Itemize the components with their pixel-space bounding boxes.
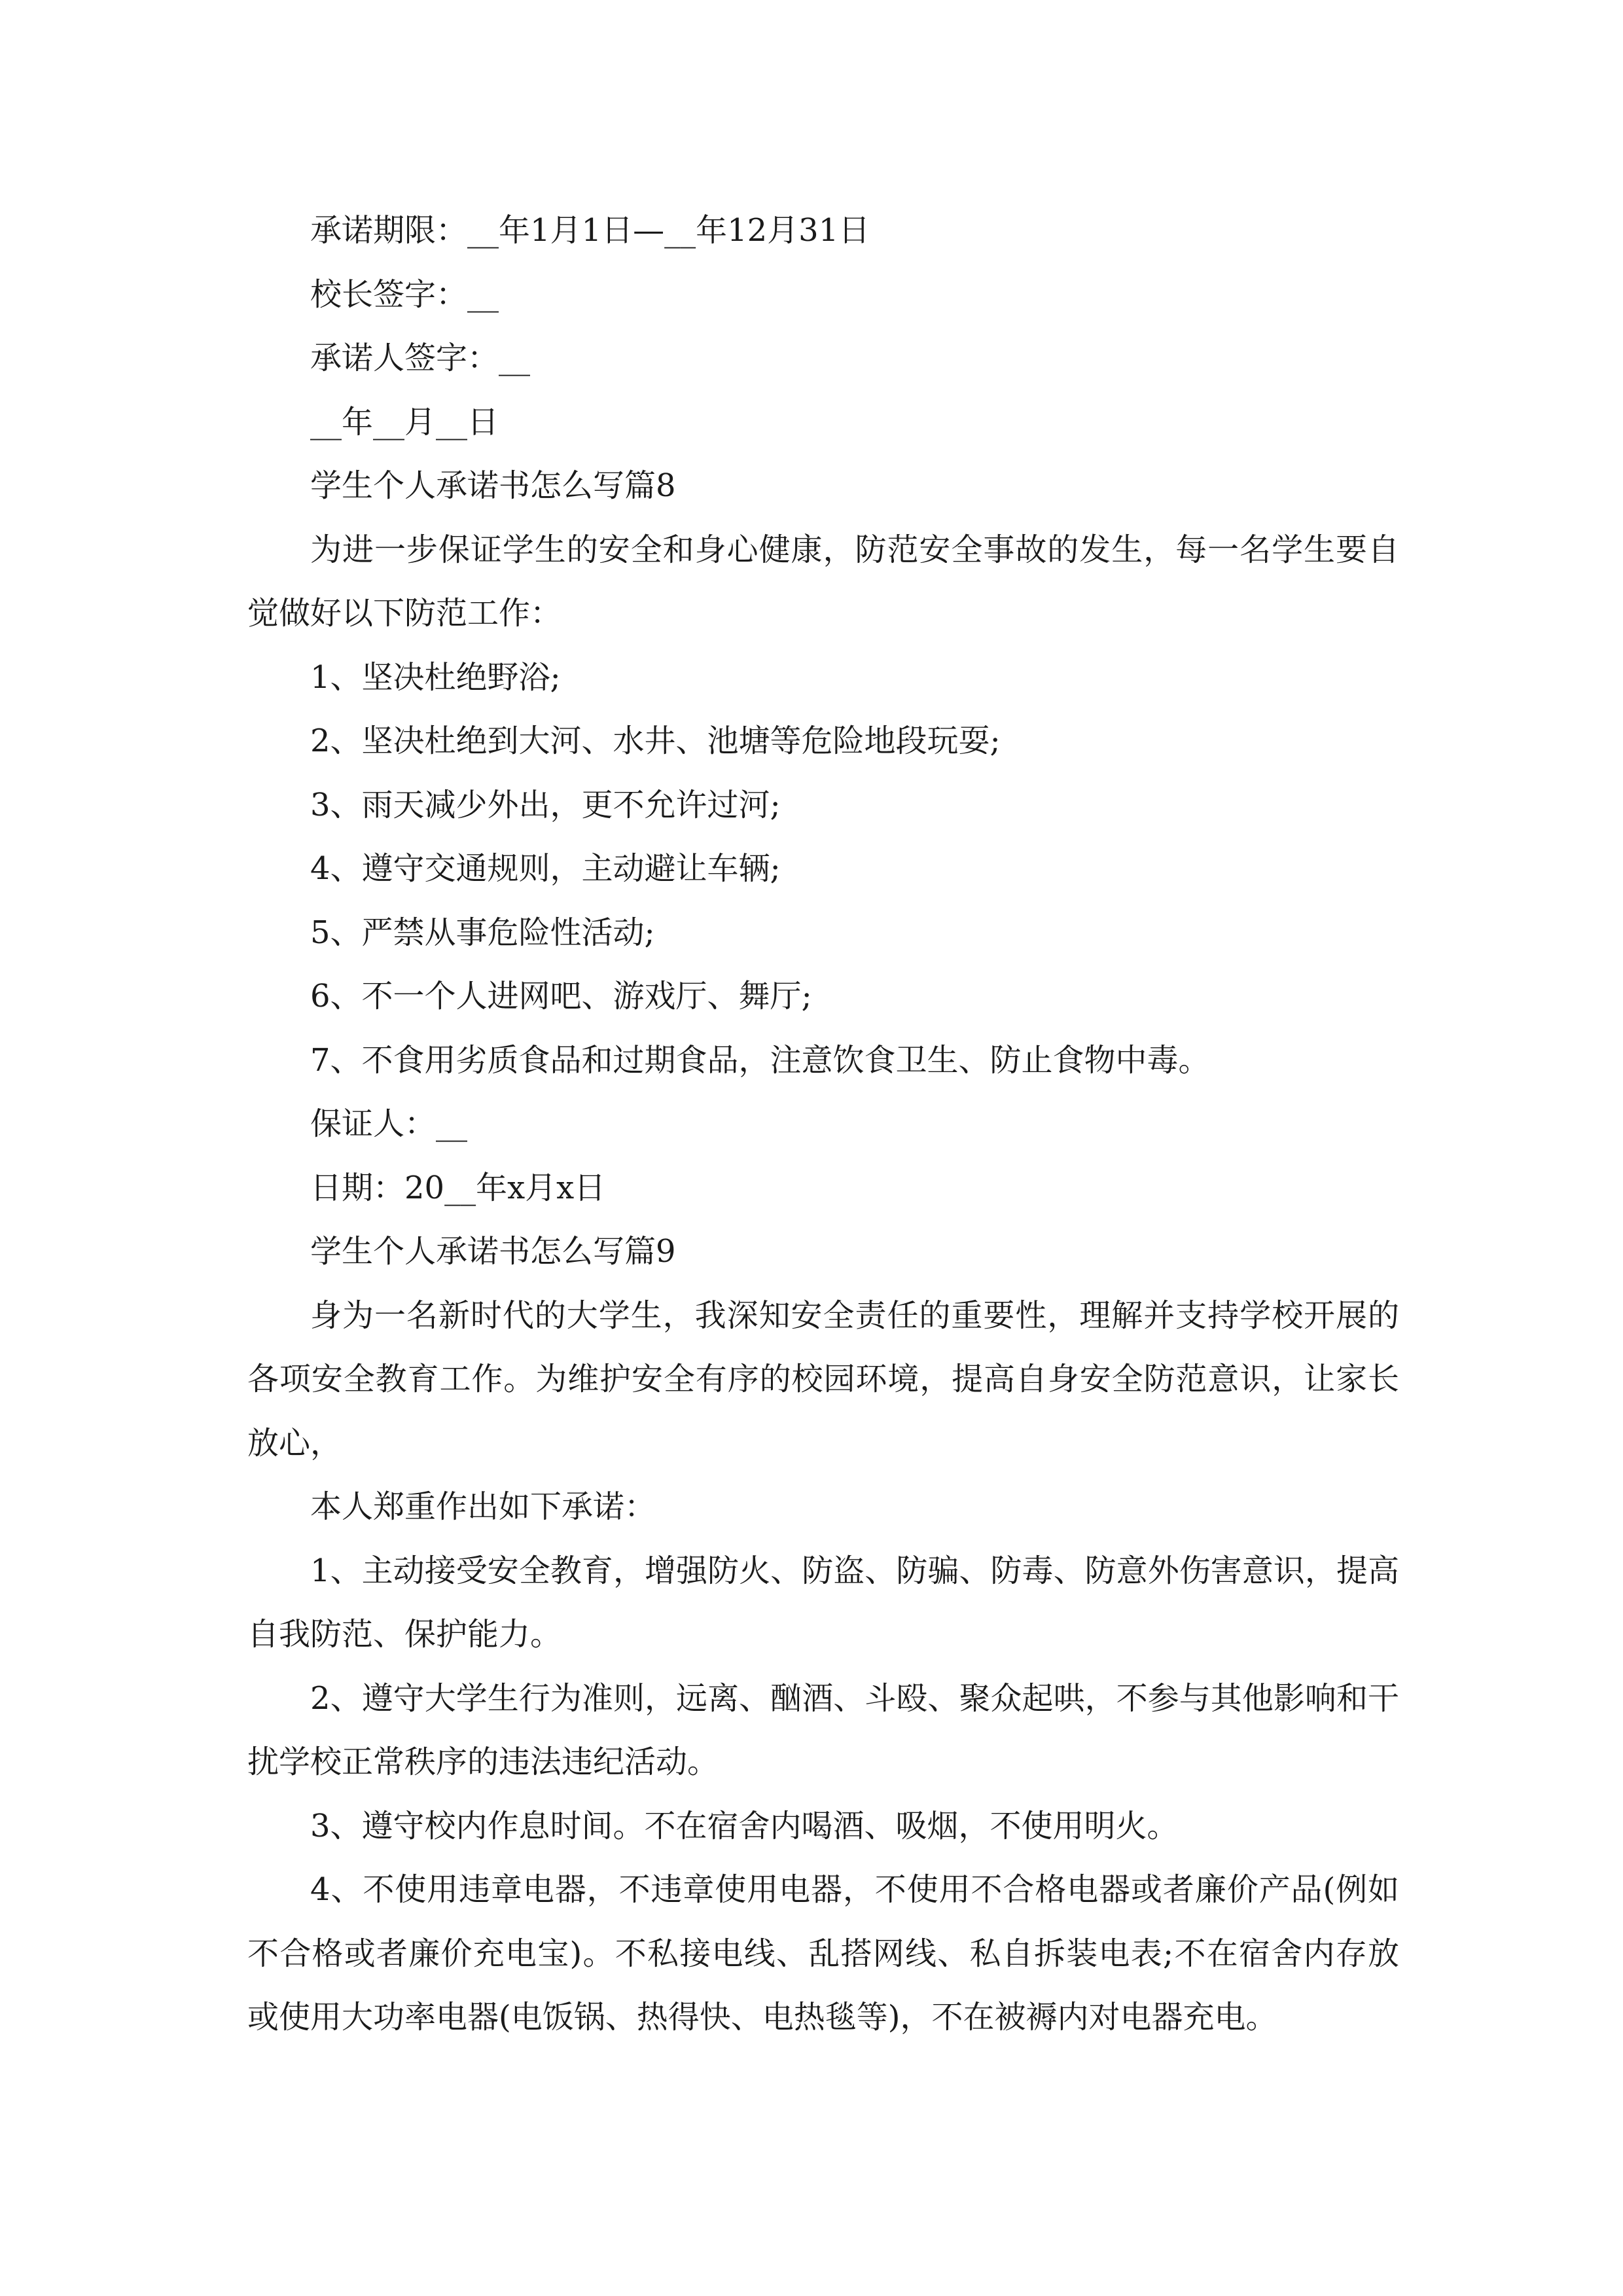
section-heading-8: 学生个人承诺书怎么写篇8 (310, 467, 676, 504)
section-heading-9: 学生个人承诺书怎么写篇9 (310, 1233, 676, 1270)
section-8-item-5: 5、严禁从事危险性活动; (310, 914, 655, 951)
section-8-item-6: 6、不一个人进网吧、游戏厅、舞厅; (310, 978, 812, 1014)
signature-date: __年__月__日 (310, 403, 499, 440)
section-8-item-3: 3、雨天减少外出，更不允许过河; (310, 786, 781, 823)
section-8-item-2: 2、坚决杜绝到大河、水井、池塘等危险地段玩耍; (310, 723, 1001, 759)
section-8-item-7: 7、不食用劣质食品和过期食品，注意饮食卫生、防止食物中毒。 (310, 1041, 1210, 1079)
section-9-item-1: 1、主动接受安全教育，增强防火、防盗、防骗、防毒、防意外伤害意识，提高自我防范、保护能力。 (247, 1552, 1399, 1653)
section-9-intro: 身为一名新时代的大学生，我深知安全责任的重要性，理解并支持学校开展的各项安全教育工作。为维护安全有序的校园环境，提高自身安全防范意识，让家长放心， (247, 1297, 1399, 1462)
section-8-intro: 为进一步保证学生的安全和身心健康，防范安全事故的发生，每一名学生要自觉做好以下防范工作： (247, 531, 1399, 632)
section-8-item-1: 1、坚决杜绝野浴; (310, 658, 561, 696)
section-9-item-2: 2、遵守大学生行为准则，远离、酗酒、斗殴、聚众起哄，不参与其他影响和干扰学校正常秩序的违法违纪活动。 (247, 1679, 1399, 1780)
document-body (247, 199, 1399, 2050)
section-9-item-3: 3、遵守校内作息时间。不在宿舍内喝酒、吸烟，不使用明火。 (310, 1807, 1179, 1844)
section-8-item-4: 4、遵守交通规则，主动避让车辆; (310, 850, 781, 887)
date-line: 日期：20__年x月x日 (310, 1169, 606, 1206)
guarantor-line: 保证人：__ (310, 1105, 468, 1142)
section-9-pledge-lead: 本人郑重作出如下承诺： (310, 1488, 656, 1525)
section-9-item-4: 4、不使用违章电器，不违章使用电器，不使用不合格电器或者廉价产品(例如不合格或者廉价充电宝)。不私接电线、乱搭网线、私自拆装电表;不在宿舍内存放或使用大功率电器(电饭锅、热得快、电热毯等)，不在被褥内对电器充电。 (247, 1871, 1399, 2036)
promisor-signature: 承诺人签字：__ (310, 340, 531, 376)
principal-signature: 校长签字：__ (310, 276, 499, 313)
commitment-period: 承诺期限：__年1月1日—__年12月31日 (310, 212, 870, 249)
